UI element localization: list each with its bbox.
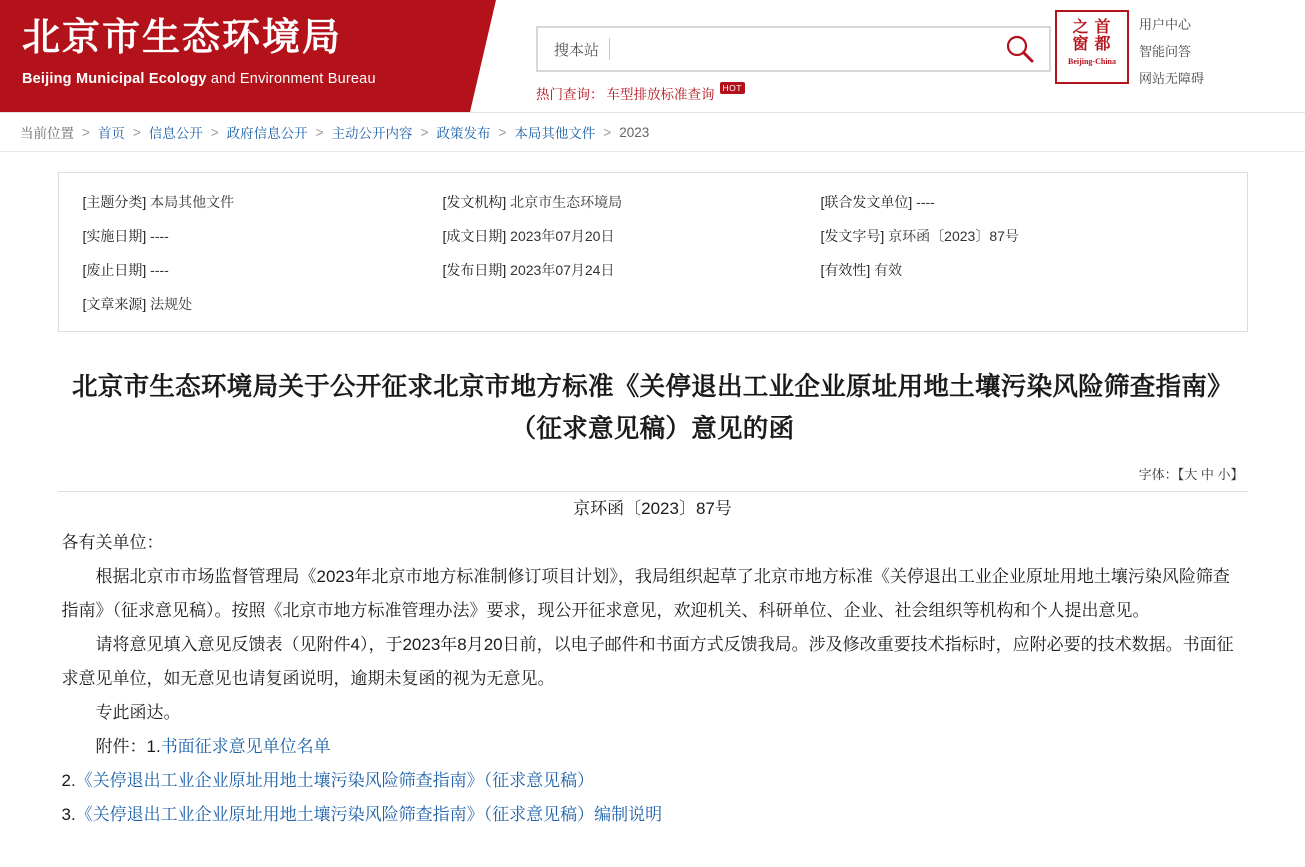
attachment-2-number: 2. [61,771,76,790]
breadcrumb-prefix: 当前位置 [20,126,74,141]
site-title-en [22,68,470,90]
breadcrumb-item-2[interactable]: 政府信息公开 [226,126,308,141]
meta-value-validity: 有效 [874,262,903,278]
breadcrumb-item-4[interactable]: 政策发布 [436,126,491,141]
attachments-label: 附件： [95,737,147,756]
seal-char-1: 之 [1072,19,1090,36]
page-content [58,152,1248,832]
meta-key-source: [文章来源] [82,296,147,312]
breadcrumb-sep: > [132,124,141,140]
meta-row-issuer [443,191,821,213]
hot-query-link[interactable]: 车型排放标准查询 [606,87,715,102]
meta-row-repeal-date [83,259,443,281]
site-header [0,0,1305,112]
hot-query-label: 热门查询： [536,87,604,102]
meta-value-subject: 本局其他文件 [150,194,235,210]
meta-row-doc-number [821,225,1223,247]
search-icon [1003,33,1037,65]
paragraph-3: 专此函达。 [95,703,181,722]
seal-char-2: 首 [1094,19,1112,36]
font-size-large[interactable]: 大 [1184,467,1198,482]
meta-row-validity [821,259,1223,281]
attachment-line-3 [62,798,1244,832]
meta-value-issuer: 北京市生态环境局 [510,194,623,210]
salutation: 各有关单位： [61,533,164,552]
header-utility-area [1055,0,1305,112]
meta-row-joint-issuer [821,191,1223,213]
meta-row-drafted-date [443,225,821,247]
meta-key-validity: [有效性] [820,262,871,278]
seal-char-4: 都 [1094,35,1112,53]
attachment-line-2 [62,764,1244,798]
meta-value-effective-date: ---- [150,228,169,244]
meta-value-repeal-date: ---- [150,262,169,278]
attachment-3-number: 3. [61,805,76,824]
meta-key-doc-number: [发文字号] [820,228,885,244]
breadcrumb-item-5[interactable]: 本局其他文件 [514,126,596,141]
meta-row-subject [83,191,443,213]
meta-value-publish-date: 2023年07月24日 [510,262,615,278]
search-button[interactable] [991,28,1049,70]
site-title-cn: 北京市生态环境局 [22,17,343,59]
font-size-medium[interactable]: 中 [1200,467,1214,482]
breadcrumb-sep: > [498,124,507,140]
article-body [58,492,1248,832]
meta-row-source [83,293,443,315]
header-search-area [470,0,1055,112]
seal-char-3: 窗 [1072,35,1090,53]
breadcrumb-sep: > [315,124,324,140]
breadcrumb-item-3[interactable]: 主动公开内容 [331,126,413,141]
meta-key-repeal-date: [废止日期] [82,262,147,278]
meta-value-drafted-date: 2023年07月20日 [510,228,615,244]
meta-row-publish-date [443,259,821,281]
breadcrumb-sep: > [420,124,429,140]
font-size-control [58,464,1248,483]
font-size-label-end: 】 [1230,467,1244,482]
capital-window-logo[interactable] [1055,10,1129,84]
attachment-line-1 [62,730,1244,764]
breadcrumb-sep: > [210,124,219,140]
page-title: 北京市生态环境局关于公开征求北京市地方标准《关停退出工业企业原址用地土壤污染风险筛查指南》（征求意见稿）意见的函 [71,373,1233,443]
meta-key-effective-date: [实施日期] [82,228,147,244]
paragraph-2: 请将意见填入意见反馈表（见附件4），于2023年8月20日前，以电子邮件和书面方式反馈我局。涉及修改重要技术指标时，应附必要的技术数据。书面征求意见单位，如无意见也请复函说明，逾期未复函的视为无意见。 [61,635,1234,688]
meta-key-joint-issuer: [联合发文单位] [820,194,913,210]
seal-english: Beijing-China [1067,56,1116,66]
hot-query-line [536,83,1055,103]
breadcrumb [20,122,649,142]
breadcrumb-sep: > [603,124,612,140]
search-scope-label: 搜本站 [554,41,600,59]
font-size-small[interactable]: 小 [1217,467,1231,482]
site-title-en-3: Ecology [148,71,211,87]
meta-key-subject: [主题分类] [82,194,147,210]
site-logo-block [0,0,470,112]
link-user-center[interactable]: 用户中心 [1139,17,1192,32]
search-box[interactable] [536,26,1051,72]
meta-spacer [821,293,1223,315]
breadcrumb-item-0[interactable]: 首页 [97,126,125,141]
header-links [1139,10,1204,87]
meta-spacer [443,293,821,315]
breadcrumb-bar [0,112,1305,152]
search-input[interactable] [610,29,991,69]
meta-value-joint-issuer: ---- [916,194,935,210]
document-number: 京环函〔2023〕87号 [573,499,732,518]
meta-row-effective-date [83,225,443,247]
site-title-en-1: Beijing [22,71,76,87]
breadcrumb-sep: > [82,124,90,140]
site-title-en-4: and Environment Bureau [210,71,376,87]
meta-value-doc-number: 京环函〔2023〕87号 [888,228,1019,244]
attachment-2-link[interactable]: 《关停退出工业企业原址用地土壤污染风险筛查指南》（征求意见稿） [75,771,595,790]
link-smart-qa[interactable]: 智能问答 [1139,44,1192,59]
meta-key-drafted-date: [成文日期] [442,228,507,244]
breadcrumb-item-1[interactable]: 信息公开 [148,126,203,141]
paragraph-1: 根据北京市市场监督管理局《2023年北京市地方标准制修订项目计划》，我局组织起草了北京市地方标准《关停退出工业企业原址用地土壤污染风险筛查指南》（征求意见稿）。按照《北京市地方标准管理办法》要求，现公开征求意见，欢迎机关、科研单位、企业、社会组织等机构和个人提出意见。 [61,567,1230,620]
attachment-1-link[interactable]: 书面征求意见单位名单 [160,737,331,756]
hot-badge: HOT [720,82,745,94]
link-accessibility[interactable]: 网站无障碍 [1139,71,1205,86]
attachment-3-link[interactable]: 《关停退出工业企业原址用地土壤污染风险筛查指南》（征求意见稿）编制说明 [75,805,663,824]
meta-value-source: 法规处 [150,296,193,312]
breadcrumb-item-6: 2023 [619,124,650,140]
font-size-label: 字体：【 [1138,467,1185,482]
site-title-en-2: Municipal [75,71,149,87]
attachment-1-number: 1. [146,737,161,756]
meta-key-publish-date: [发布日期] [442,262,507,278]
document-metadata-table [58,172,1248,332]
meta-key-issuer: [发文机构] [442,194,507,210]
